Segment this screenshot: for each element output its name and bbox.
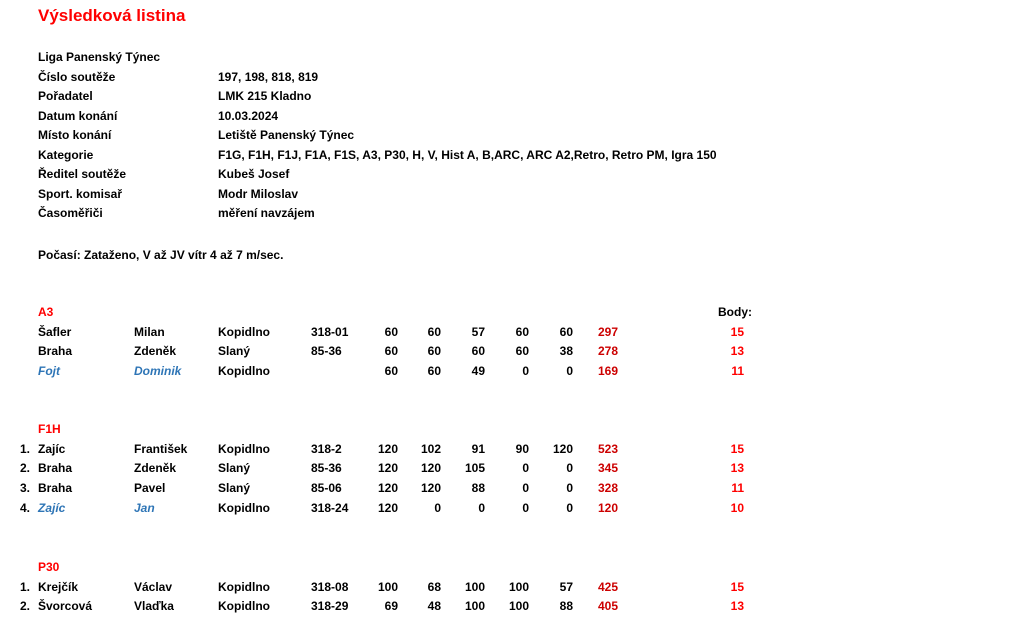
points-header: Body: [718,305,752,319]
flight-score: 0 [434,500,441,515]
points: 15 [730,441,744,456]
total-score: 278 [597,344,618,359]
flight-score: 68 [427,579,441,594]
flight-score: 120 [420,480,441,495]
info-value: LMK 215 Kladno [218,89,312,103]
flight-score: 100 [377,579,398,594]
club: Slaný [218,480,251,495]
table-row [0,459,1024,478]
flight-score: 60 [515,324,529,339]
info-value: 197, 198, 818, 819 [218,70,319,84]
points: 13 [730,599,744,614]
table-row [0,323,1024,342]
flight-score: 100 [508,599,529,614]
flight-score: 0 [566,480,573,495]
info-label: Časoměřiči [38,206,103,220]
club: Kopidlno [218,441,270,456]
first-name: Milan [134,324,165,339]
total-score: 523 [597,441,618,456]
surname: Braha [38,480,73,495]
points: 13 [730,461,744,476]
flight-score: 0 [566,363,573,378]
table-row [0,578,1024,597]
info-value: Kubeš Josef [218,167,290,181]
flight-score: 69 [384,599,398,614]
flight-score: 60 [384,363,398,378]
registration-number: 318-2 [311,441,342,456]
flight-score: 60 [384,324,398,339]
club: Kopidlno [218,579,270,594]
placement: 4. [19,500,30,515]
placement: 1. [19,579,30,594]
placement: 1. [19,441,30,456]
flight-score: 38 [559,344,573,359]
surname: Krejčík [38,579,79,594]
club: Kopidlno [218,500,270,515]
flight-score: 105 [464,461,485,476]
points: 13 [730,344,744,359]
total-score: 425 [597,579,618,594]
table-row [0,342,1024,361]
flight-score: 0 [522,461,529,476]
total-score: 169 [597,363,618,378]
registration-number: 318-01 [311,324,349,339]
flight-score: 0 [566,500,573,515]
flight-score: 60 [427,324,441,339]
first-name: Zdeněk [134,344,177,359]
info-label: Ředitel soutěže [38,167,127,181]
total-score: 345 [597,461,618,476]
info-label: Číslo soutěže [38,70,116,84]
flight-score: 120 [420,461,441,476]
flight-score: 0 [478,500,485,515]
info-label: Pořadatel [38,89,93,103]
club: Slaný [218,344,251,359]
registration-number: 85-36 [311,344,342,359]
club: Kopidlno [218,324,270,339]
surname: Braha [38,461,73,476]
total-score: 328 [597,480,618,495]
placement: 3. [19,480,30,495]
points: 10 [730,500,744,515]
category-title: P30 [38,560,60,574]
flight-score: 120 [377,461,398,476]
club: Kopidlno [218,599,270,614]
info-value: Modr Miloslav [218,187,299,201]
flight-score: 60 [427,363,441,378]
surname: Šafler [38,324,72,339]
first-name: Dominik [134,363,182,378]
surname: Braha [38,344,73,359]
info-label: Kategorie [38,148,94,162]
table-row [0,597,1024,616]
info-label: Místo konání [38,128,112,142]
category-title: A3 [38,305,54,319]
club: Slaný [218,461,251,476]
registration-number: 318-24 [311,500,349,515]
category-title: F1H [38,422,61,436]
info-value: Letiště Panenský Týnec [218,128,355,142]
flight-score: 0 [522,363,529,378]
surname: Švorcová [38,599,93,614]
table-row [0,499,1024,518]
flight-score: 48 [427,599,441,614]
total-score: 297 [597,324,618,339]
points: 11 [731,363,744,378]
flight-score: 91 [471,441,485,456]
flight-score: 100 [464,599,485,614]
flight-score: 120 [377,441,398,456]
total-score: 405 [597,599,618,614]
registration-number: 318-29 [311,599,349,614]
registration-number: 85-06 [311,480,342,495]
flight-score: 88 [559,599,573,614]
table-row [0,479,1024,498]
flight-score: 88 [471,480,485,495]
info-value: 10.03.2024 [218,109,279,123]
info-value: měření navzájem [218,206,315,220]
table-row [0,362,1024,381]
points: 15 [730,324,744,339]
surname: Zajíc [38,500,66,515]
flight-score: 120 [377,500,398,515]
info-value: F1G, F1H, F1J, F1A, F1S, A3, P30, H, V, Hist A, B,ARC, ARC A2,Retro, Retro PM, Igra 150 [218,148,717,162]
flight-score: 60 [384,344,398,359]
flight-score: 120 [377,480,398,495]
first-name: Jan [134,500,155,515]
surname: Fojt [38,363,60,378]
placement: 2. [19,599,30,614]
flight-score: 120 [552,441,573,456]
flight-score: 0 [566,461,573,476]
info-label: Datum konání [38,109,118,123]
weather-note: Počasí: Zataženo, V až JV vítr 4 až 7 m/sec. [38,248,284,262]
flight-score: 60 [559,324,573,339]
flight-score: 57 [559,579,573,594]
flight-score: 100 [464,579,485,594]
total-score: 120 [597,500,618,515]
registration-number: 318-08 [311,579,349,594]
flight-score: 57 [471,324,485,339]
flight-score: 60 [471,344,485,359]
surname: Zajíc [38,441,66,456]
flight-score: 60 [427,344,441,359]
first-name: František [134,441,188,456]
first-name: Pavel [134,480,166,495]
flight-score: 102 [420,441,441,456]
info-label: Sport. komisař [38,187,123,201]
registration-number: 85-36 [311,461,342,476]
first-name: Václav [134,579,173,594]
flight-score: 0 [522,480,529,495]
flight-score: 0 [522,500,529,515]
info-label: Liga Panenský Týnec [38,50,161,64]
points: 11 [731,480,744,495]
flight-score: 100 [508,579,529,594]
points: 15 [730,579,744,594]
page-title: Výsledková listina [38,6,186,25]
table-row [0,440,1024,459]
flight-score: 60 [515,344,529,359]
first-name: Vlaďka [134,599,174,614]
club: Kopidlno [218,363,270,378]
placement: 2. [19,461,30,476]
first-name: Zdeněk [134,461,177,476]
flight-score: 90 [515,441,529,456]
flight-score: 49 [471,363,485,378]
